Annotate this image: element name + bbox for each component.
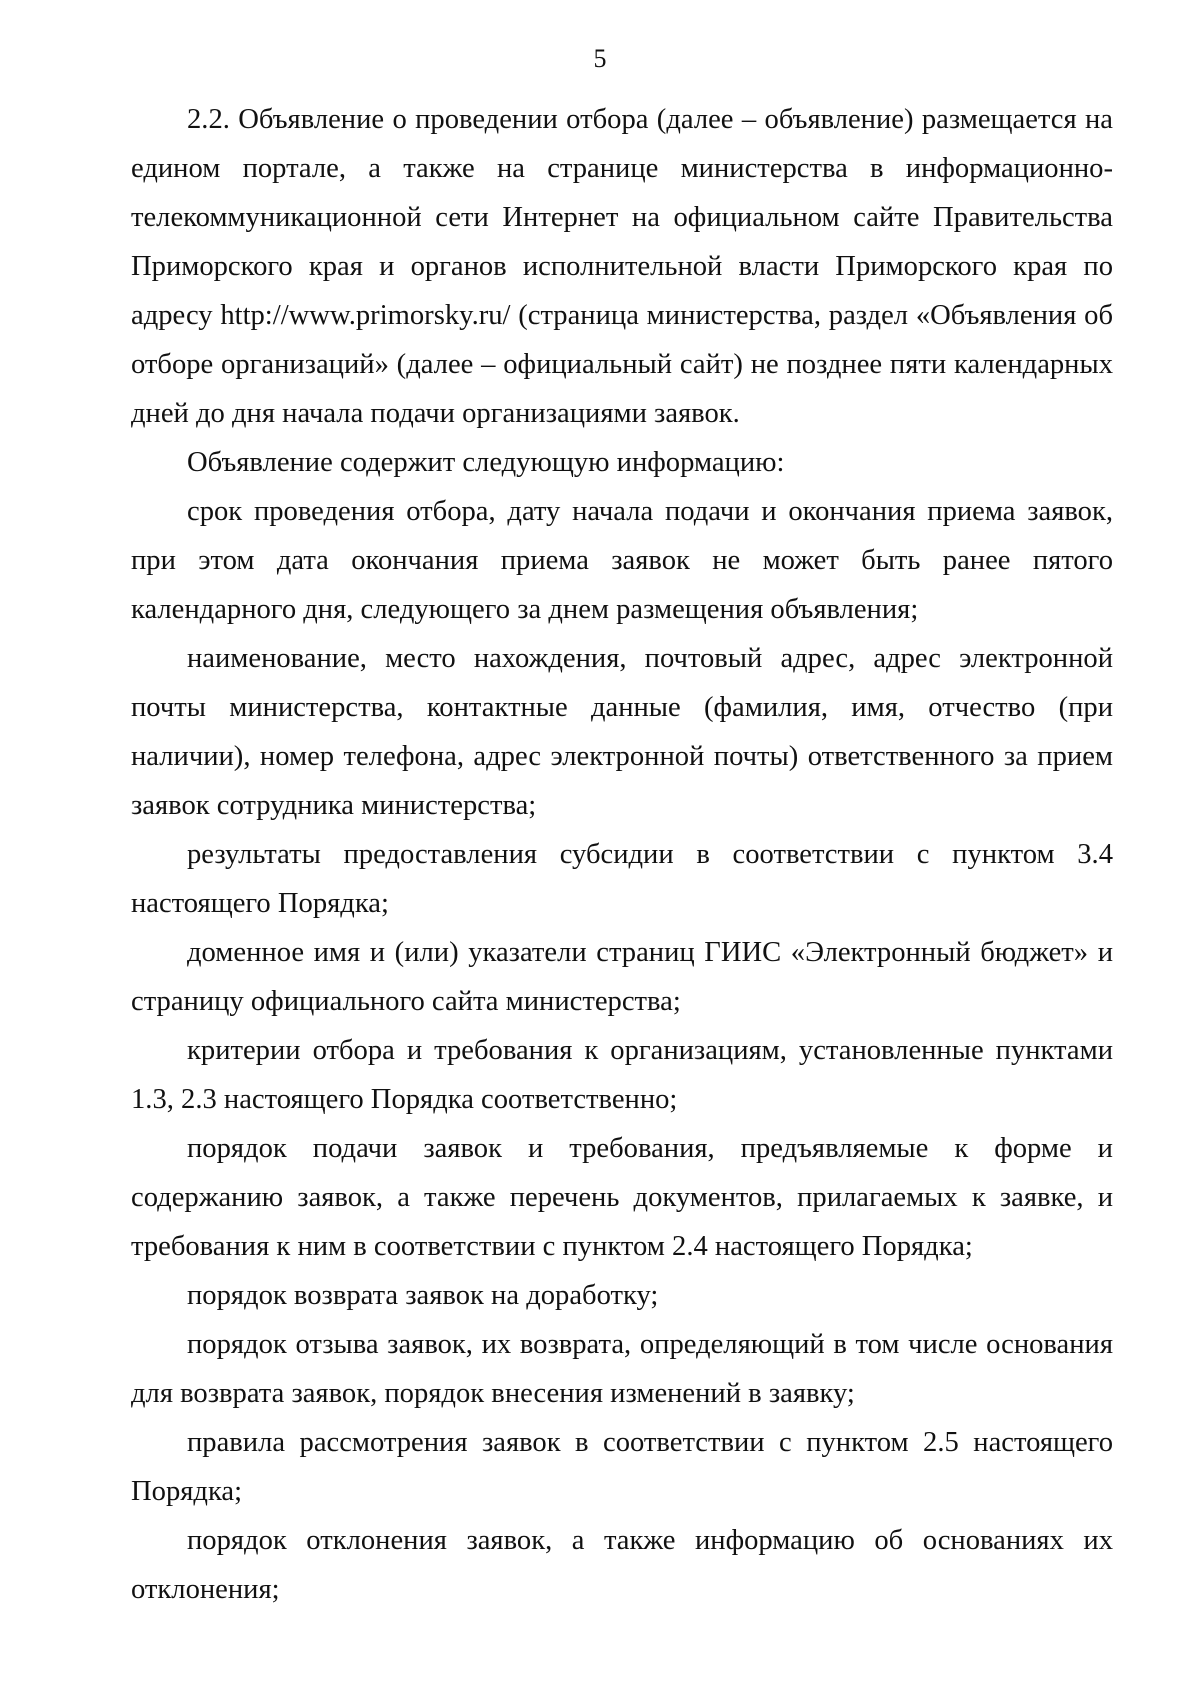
page-number: 5: [593, 44, 607, 73]
paragraph-rejection-procedure: порядок отклонения заявок, а также информацию об основаниях их отклонения;: [131, 1525, 1113, 1605]
paragraph-announcement-placement: 2.2. Объявление о проведении отбора (далее – объявление) размещается на едином портале, а также на странице министерства в информационно-телекоммуникационной сети Интернет на официальном сайте Правительства Приморского края и органов исполнительной власти Приморского края по адресу http://www.primorsky.ru/ (страница министерства, раздел «Объявления об отборе организаций» (далее – официальный сайт) не позднее пяти календарных дней до дня начала подачи организациями заявок.: [131, 104, 1113, 429]
document-body: [131, 95, 1113, 1614]
paragraph-announcement-contents: Объявление содержит следующую информацию:: [187, 447, 785, 478]
paragraph-review-rules: правила рассмотрения заявок в соответствии с пунктом 2.5 настоящего Порядка;: [131, 1427, 1113, 1507]
paragraph-withdrawal-procedure: порядок отзыва заявок, их возврата, определяющий в том числе основания для возврата заявок, порядок внесения изменений в заявку;: [131, 1329, 1113, 1409]
paragraph-domain-name: доменное имя и (или) указатели страниц ГИИС «Электронный бюджет» и страницу официального сайта министерства;: [131, 937, 1113, 1017]
paragraph-selection-period: срок проведения отбора, дату начала подачи и окончания приема заявок, при этом дата окончания приема заявок не может быть ранее пятого календарного дня, следующего за днем размещения объявления;: [131, 496, 1113, 625]
paragraph-ministry-contacts: наименование, место нахождения, почтовый адрес, адрес электронной почты министерства, контактные данные (фамилия, имя, отчество (при наличии), номер телефона, адрес электронной почты) ответственного за прием заявок сотрудника министерства;: [131, 643, 1113, 821]
paragraph-selection-criteria: критерии отбора и требования к организациям, установленные пунктами 1.3, 2.3 настоящего Порядка соответственно;: [131, 1035, 1113, 1115]
paragraph-application-procedure: порядок подачи заявок и требования, предъявляемые к форме и содержанию заявок, а также перечень документов, прилагаемых к заявке, и требования к ним в соответствии с пунктом 2.4 настоящего Порядка;: [131, 1133, 1113, 1262]
paragraph-subsidy-results: результаты предоставления субсидии в соответствии с пунктом 3.4 настоящего Порядка;: [131, 839, 1113, 919]
paragraph-return-for-revision: порядок возврата заявок на доработку;: [187, 1280, 659, 1311]
